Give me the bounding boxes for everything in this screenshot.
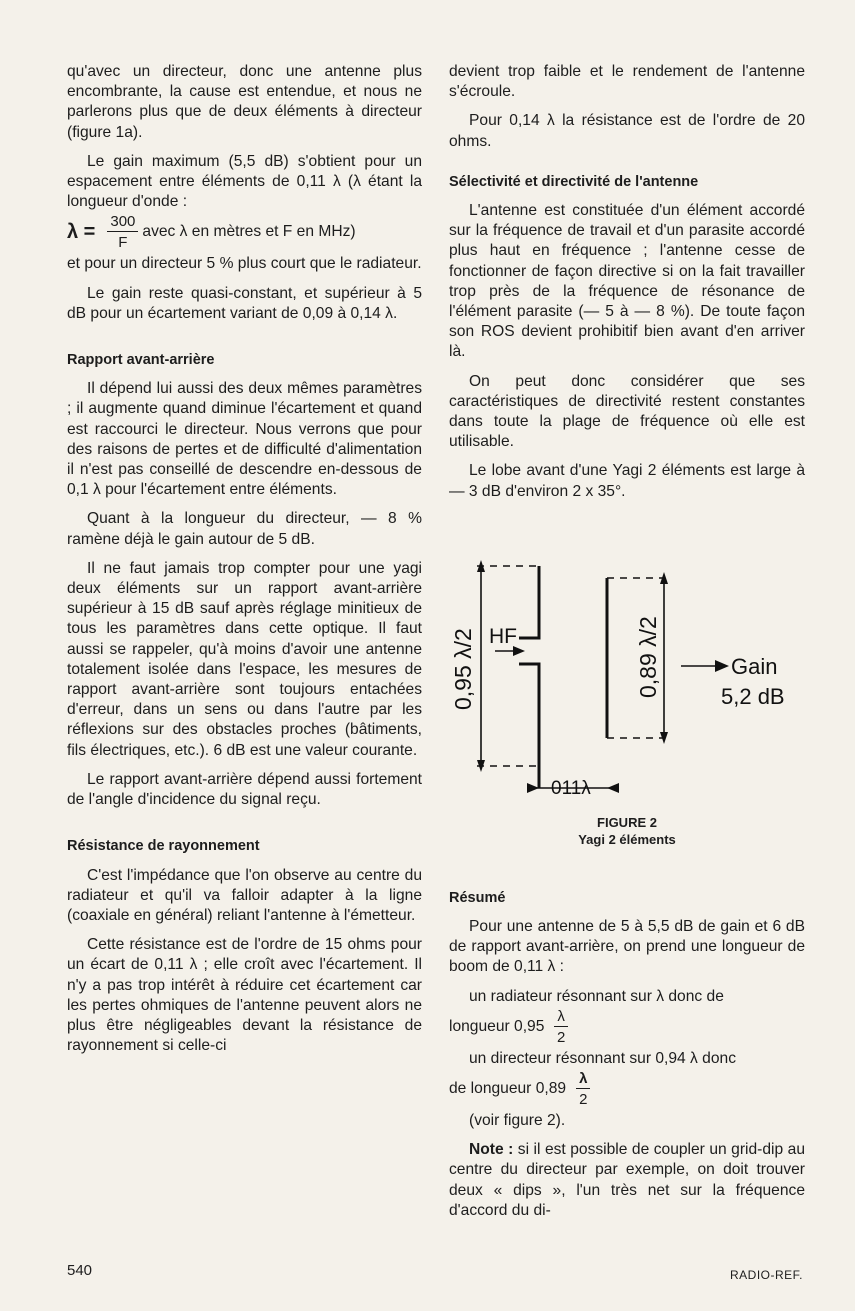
- radiator-lower-element: [519, 664, 539, 788]
- section-heading: Sélectivité et directivité de l'antenne: [449, 173, 699, 190]
- paragraph: Le gain maximum (5,5 dB) s'obtient pour un espacement entre éléments de 0,11 λ (λ étant la longueur d'onde :: [67, 152, 422, 211]
- formula-fraction: [554, 1009, 568, 1045]
- yagi-diagram: [449, 538, 805, 788]
- section-heading: Résistance de rayonnement: [67, 838, 260, 855]
- formula-fraction: [576, 1071, 590, 1107]
- paragraph: Quant à la longueur du directeur, — 8 % ramène déjà le gain autour de 5 dB.: [67, 510, 422, 548]
- formula-prefix: de longueur 0,89: [449, 1079, 567, 1097]
- formula-lhs: λ =: [67, 221, 96, 244]
- page-number: 540: [67, 1262, 93, 1279]
- journal-name: RADIO-REF.: [730, 1268, 804, 1282]
- paragraph: qu'avec un directeur, donc une antenne plus encombrante, la cause est entendue, et nous ne parlerons plus que de deux éléments à directeur (figure 1a).: [67, 63, 422, 141]
- paragraph: Le rapport avant-arrière dépend aussi fortement de l'angle d'incidence du signal reçu.: [67, 770, 422, 809]
- figure-caption-subtitle: Yagi 2 éléments: [578, 831, 676, 847]
- radiator-upper-element: [519, 566, 539, 638]
- formula-numerator: λ: [554, 1009, 568, 1027]
- left-column: [67, 62, 422, 1065]
- paragraph: Il dépend lui aussi des deux mêmes paramètres ; il augmente quand diminue l'écartement et quand est raccourci le directeur. Nous verrons que pour des raisons de pertes et de difficulté d'alimentation il n'est pas conseillé de descendre en-dessous de 0,1 λ pour l'écartement entre éléments.: [67, 380, 422, 499]
- feed-label: HF: [489, 624, 517, 648]
- right-column: [449, 62, 805, 1230]
- formula-numerator: 300: [107, 214, 138, 232]
- formula-numerator: λ: [576, 1071, 590, 1089]
- director-length-label: 0,89 λ/2: [635, 616, 661, 698]
- radiator-length-label: 0,95 λ/2: [450, 628, 476, 710]
- note-paragraph: [449, 1140, 805, 1221]
- paragraph: L'antenne est constituée d'un élément accordé sur la fréquence de travail et d'un parasite accordé plus haut en fréquence ; l'antenne cesse de fonctionner de façon directive si on la fait travailler trop près de la fréquence de résonance de l'élément parasite (— 5 à — 8 %). De toute façon son ROS devient prohibitif bien avant d'en arriver là.: [449, 202, 805, 361]
- formula-radiator-length: [449, 1009, 805, 1045]
- section-heading: Résumé: [449, 889, 506, 906]
- formula-denominator: F: [118, 234, 128, 252]
- gain-value: 5,2 dB: [721, 683, 785, 709]
- paragraph: Le gain reste quasi-constant, et supérieur à 5 dB pour un écartement variant de 0,09 à 0,14 λ.: [67, 284, 422, 322]
- note-label: Note :: [469, 1141, 514, 1159]
- paragraph: Pour une antenne de 5 à 5,5 dB de gain et 6 dB de rapport avant-arrière, on prend une longueur de boom de 0,11 λ :: [449, 918, 805, 976]
- formula-prefix: longueur 0,95: [449, 1017, 545, 1035]
- paragraph: Il ne faut jamais trop compter pour une yagi deux éléments sur un rapport avant-arrière supérieur à 15 dB sauf après réglage minitieux de tous les paramètres dans cette optique. Il faut aussi se rappeler, qu'à moins d'avoir une antenne totalement isolée dans l'espace, les mesures de rapport avant-arrière sont toujours entachées d'erreur, dans un sens ou dans l'autre par les réflexions sur des obstacles proches (bâtiments, fils électriques, etc.). 6 dB est une valeur courante.: [67, 559, 422, 759]
- paragraph: On peut donc considérer que ses caractéristiques de directivité restent constantes dans toute la plage de fréquence où elle est utilisable.: [449, 372, 805, 451]
- paragraph: Cette résistance est de l'ordre de 15 ohms pour un écart de 0,11 λ ; elle croît avec l'écartement. Il n'y a pas trop intérêt à réduire cet écartement car les pertes ohmiques de l'antenne peuvent alors ne plus être négligeables devant la résistance de rayonnement si celle-ci: [67, 936, 422, 1055]
- formula-director-length: [449, 1071, 805, 1107]
- formula-denominator: 2: [556, 1028, 566, 1046]
- gain-word: Gain: [731, 653, 778, 679]
- paragraph: Le lobe avant d'une Yagi 2 éléments est large à — 3 dB d'environ 2 x 35°.: [449, 462, 805, 500]
- figure-yagi: [449, 538, 805, 847]
- spacing-dimension: [449, 776, 805, 806]
- figure-caption-title: FIGURE 2: [597, 814, 657, 830]
- paragraph: (voir figure 2).: [469, 1112, 566, 1130]
- formula-lambda: [67, 214, 422, 250]
- note-text: si il est possible de coupler un grid-dip au centre du directeur par exemple, on doit trouver deux « dips », l'un très net sur la fréquence d'accord du di-: [449, 1141, 805, 1219]
- section-heading: Rapport avant-arrière: [67, 352, 215, 369]
- paragraph: un radiateur résonnant sur λ donc de: [469, 987, 724, 1005]
- paragraph: et pour un directeur 5 % plus court que le radiateur.: [67, 255, 422, 273]
- spacing-label: 011λ: [551, 777, 591, 799]
- paragraph: un directeur résonnant sur 0,94 λ donc: [469, 1049, 736, 1067]
- paragraph: devient trop faible et le rendement de l'antenne s'écroule.: [449, 63, 805, 101]
- formula-fraction: [107, 214, 138, 250]
- spacing-label-row: [449, 776, 805, 812]
- paragraph: C'est l'impédance que l'on observe au centre du radiateur et qu'il va falloir adapter à la ligne (coaxiale en général) reliant l'antenne à l'émetteur.: [67, 866, 422, 924]
- formula-tail: avec λ en mètres et F en MHz): [142, 223, 356, 241]
- paragraph: Pour 0,14 λ la résistance est de l'ordre de 20 ohms.: [449, 112, 805, 150]
- formula-denominator: 2: [579, 1091, 588, 1109]
